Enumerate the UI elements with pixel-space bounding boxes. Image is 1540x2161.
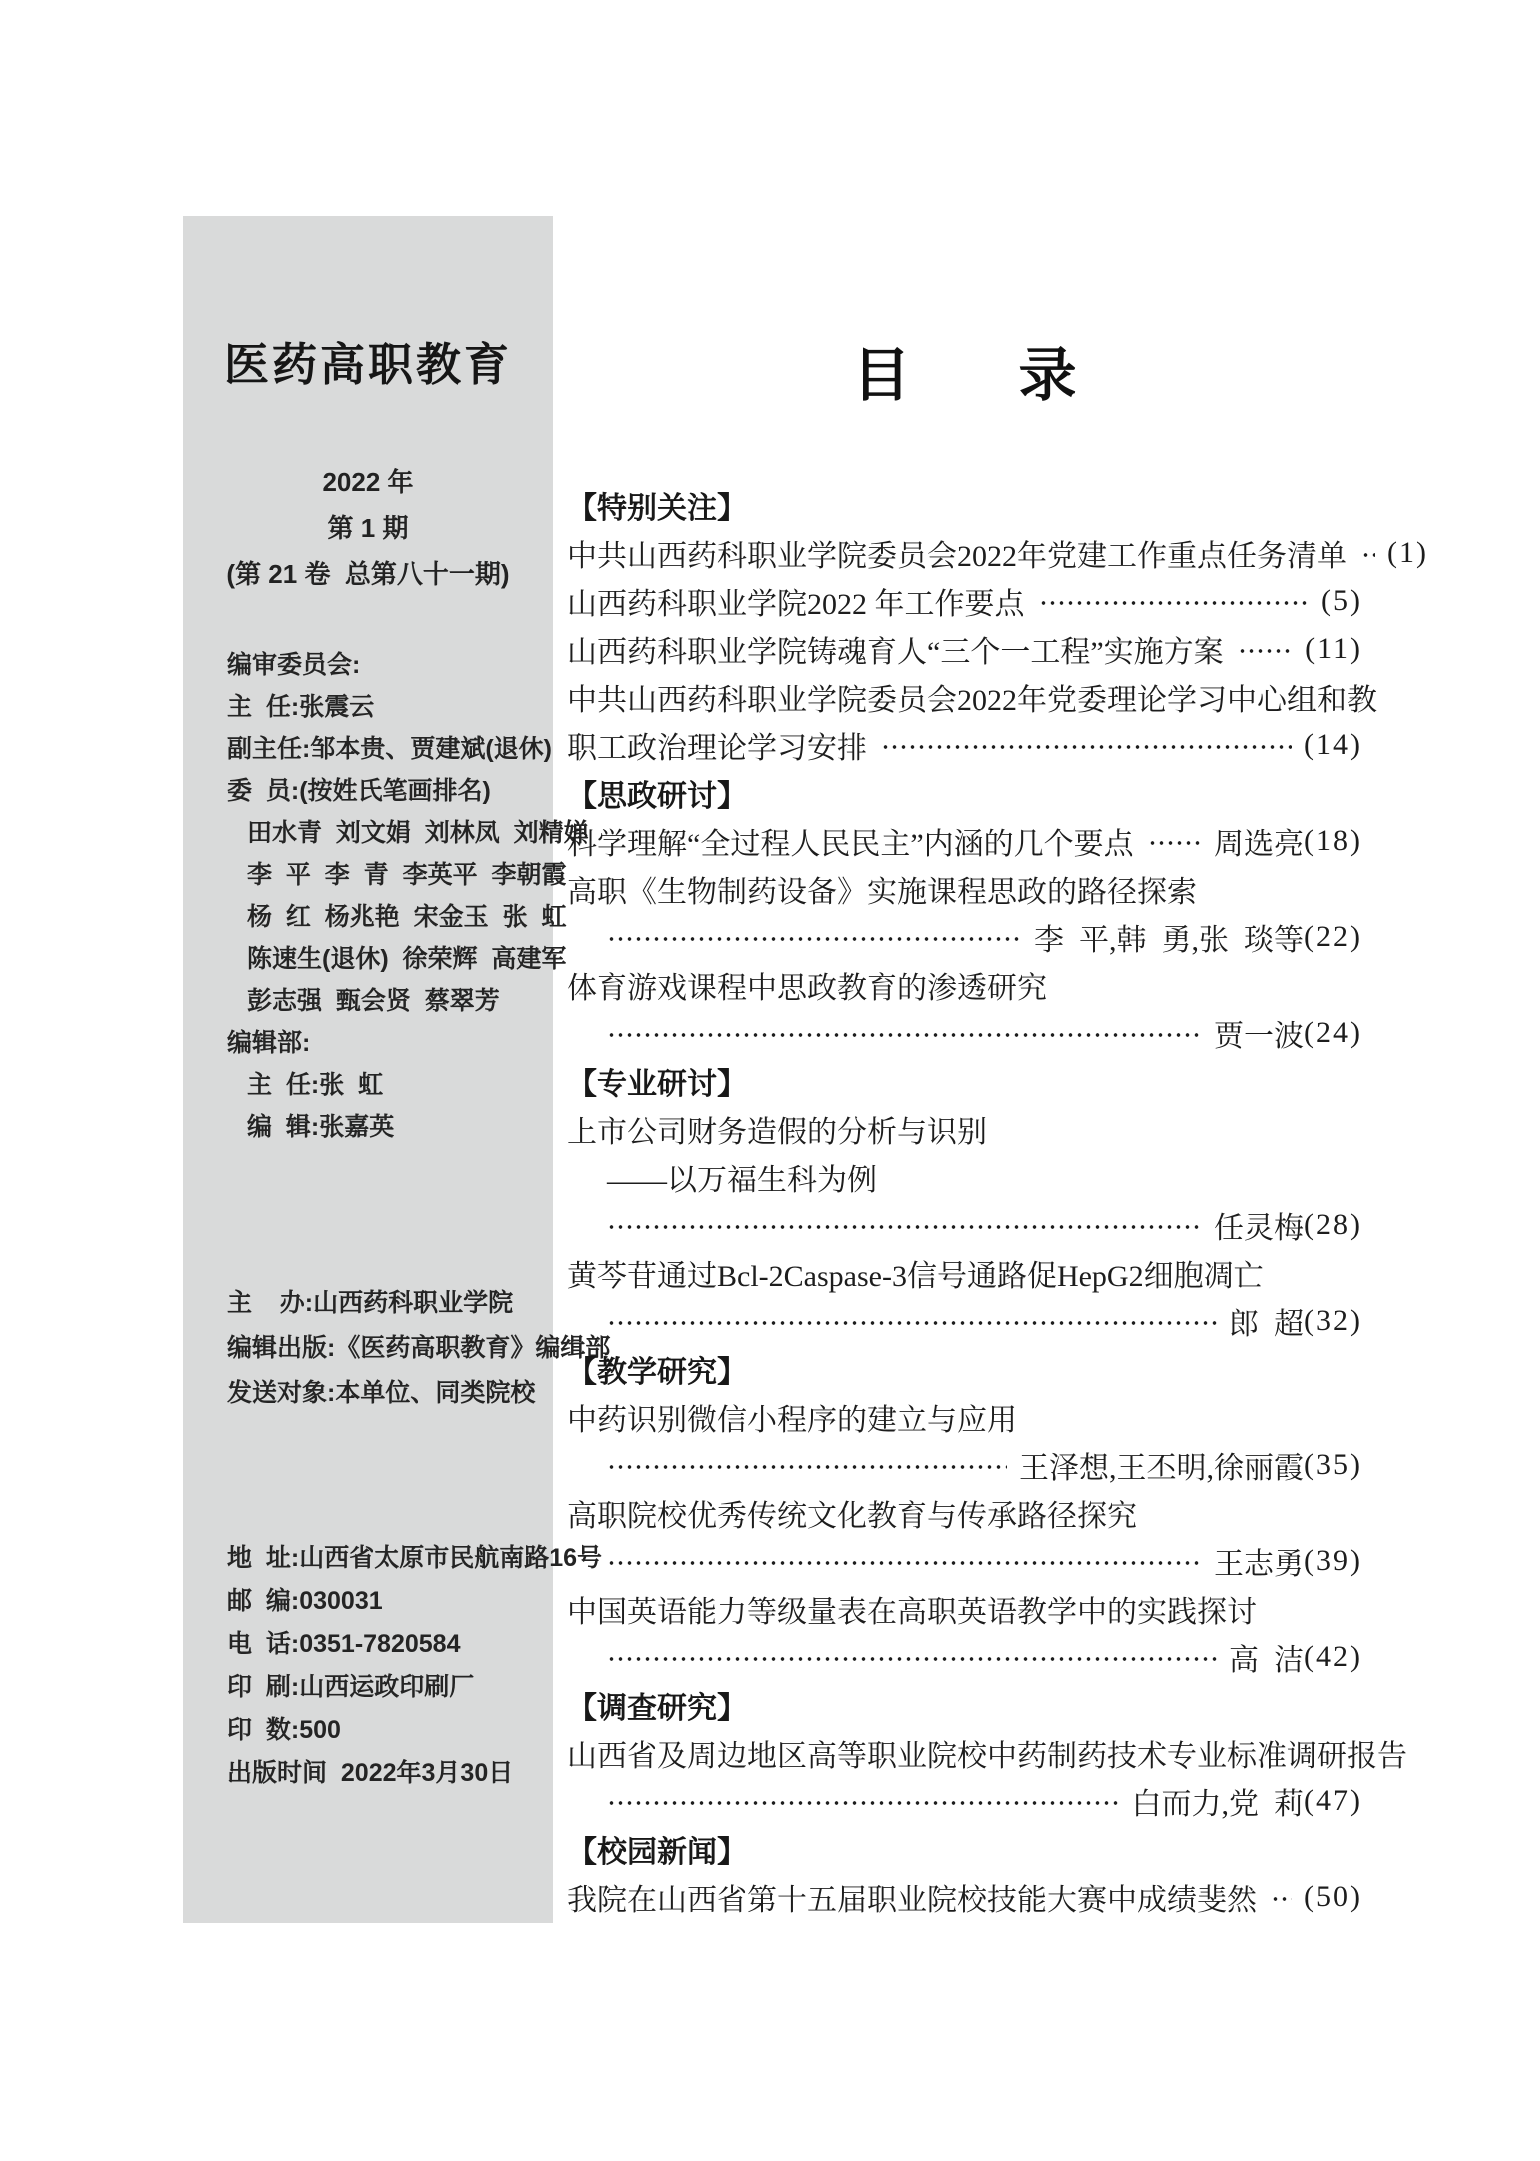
dot-leader (1148, 837, 1202, 849)
entry-title: 职工政治理论学习安排 (567, 732, 867, 765)
entry-title: 山西药科职业学院2022 年工作要点 (567, 588, 1025, 621)
journal-title: 医药高职教育 (223, 340, 512, 390)
toc-entry-line (567, 817, 1362, 865)
entry-page-number: (32) (1304, 1304, 1362, 1337)
contact-row: 出版时间 2022年3月30日 (227, 1758, 514, 1787)
publish-row: 发送对象:本单位、同类院校 (227, 1378, 536, 1407)
section-header: 【特别关注】 (567, 492, 747, 525)
entry-title: 中共山西药科职业学院委员会2022年党委理论学习中心组和教 (567, 684, 1377, 717)
toc-entry-line (567, 673, 1377, 721)
entry-authors: 白而力,党 莉 (1131, 1788, 1305, 1821)
entry-authors: 高 洁 (1229, 1644, 1305, 1677)
editorial-staff-row: 编 辑:张嘉英 (247, 1113, 395, 1141)
committee-member-row: 杨 红 杨兆艳 宋金玉 张 虹 (247, 903, 567, 931)
committee-heading: 编审委员会: (227, 651, 361, 679)
dot-leader (1039, 597, 1310, 609)
entry-title: 中药识别微信小程序的建立与应用 (567, 1404, 1017, 1437)
committee-member-row: 李 平 李 青 李英平 李朝霞 (247, 861, 567, 889)
toc-entry-line (567, 625, 1362, 673)
journal-issue: 第 1 期 (327, 512, 409, 543)
toc-entry-line (567, 1585, 1362, 1633)
toc-entry-line (567, 721, 1362, 769)
toc-entry-line (567, 1249, 1362, 1297)
entry-page-number: (28) (1304, 1208, 1362, 1241)
entry-page-number: (18) (1304, 824, 1362, 857)
committee-member-row: 田水青 刘文娟 刘林凤 刘精婵 (247, 819, 589, 847)
entry-page-number: (1) (1387, 536, 1428, 569)
entry-title: 高职院校优秀传统文化教育与传承路径探究 (567, 1500, 1137, 1533)
dot-leader (607, 1029, 1202, 1041)
contact-row: 地 址:山西省太原市民航南路16号 (227, 1543, 603, 1572)
toc-entry-line (567, 1873, 1362, 1921)
editorial-committee-block (183, 642, 589, 1146)
toc-entry-line (567, 1105, 1362, 1153)
publish-row: 主 办:山西药科职业学院 (227, 1288, 514, 1317)
entry-title: 中共山西药科职业学院委员会2022年党建工作重点任务清单 (567, 540, 1347, 573)
editorial-staff-row: 主 任:张 虹 (247, 1071, 384, 1099)
toc-list (567, 481, 1428, 1921)
entry-title: 山西药科职业学院铸魂育人“三个一工程”实施方案 (567, 636, 1224, 669)
committee-role: 委 员:(按姓氏笔画排名) (227, 777, 491, 805)
entry-title: ——以万福生科为例 (607, 1164, 877, 1197)
committee-role: 副主任:邹本贵、贾建斌(退休) (227, 735, 552, 763)
entry-page-number: (39) (1304, 1544, 1362, 1577)
toc-entry-line (567, 1489, 1362, 1537)
dot-leader (607, 1461, 1007, 1473)
toc-entry-line (567, 1537, 1362, 1585)
entry-page-number: (14) (1304, 728, 1362, 761)
toc-entry-line (567, 1153, 1362, 1201)
toc-entry-line (567, 577, 1362, 625)
entry-title: 科学理解“全过程人民民主”内涵的几个要点 (567, 828, 1134, 861)
section-header: 【调查研究】 (567, 1692, 747, 1725)
entry-title: 中国英语能力等级量表在高职英语教学中的实践探讨 (567, 1596, 1257, 1629)
entry-title: 高职《生物制药设备》实施课程思政的路径探索 (567, 876, 1197, 909)
editorial-heading: 编辑部: (227, 1029, 311, 1057)
toc-entry-line (567, 529, 1428, 577)
publisher-block (183, 1278, 611, 1413)
committee-member-row: 陈速生(退休) 徐荣辉 高建军 (247, 945, 567, 973)
section-header: 【教学研究】 (567, 1356, 747, 1389)
entry-authors: 李 平,韩 勇,张 琰等 (1034, 924, 1305, 957)
entry-authors: 郎 超 (1229, 1308, 1305, 1341)
contact-row: 电 话:0351-7820584 (227, 1629, 461, 1658)
entry-page-number: (11) (1305, 632, 1362, 665)
entry-title: 体育游戏课程中思政教育的渗透研究 (567, 972, 1047, 1005)
entry-title: 山西省及周边地区高等职业院校中药制药技术专业标准调研报告 (567, 1740, 1407, 1773)
toc-entry-line (567, 865, 1362, 913)
entry-title: 黄芩苷通过Bcl-2Caspase-3信号通路促HepG2细胞凋亡 (567, 1260, 1264, 1293)
dot-leader (607, 1797, 1120, 1809)
committee-role: 主 任:张震云 (227, 693, 375, 721)
dot-leader (881, 741, 1292, 753)
entry-authors: 周选亮 (1214, 828, 1305, 861)
section-header: 【专业研讨】 (567, 1068, 747, 1101)
committee-member-row: 彭志强 甄会贤 蔡翠芳 (247, 987, 500, 1015)
toc-title-char-2: 录 (1018, 343, 1077, 408)
entry-page-number: (35) (1304, 1448, 1362, 1481)
journal-year: 2022 年 (322, 466, 414, 497)
toc-entry-line (567, 1201, 1362, 1249)
entry-page-number: (5) (1321, 584, 1362, 617)
entry-authors: 贾一波 (1214, 1020, 1305, 1053)
dot-leader (607, 1557, 1202, 1569)
entry-page-number: (24) (1304, 1016, 1362, 1049)
toc-entry-line (567, 1441, 1362, 1489)
dot-leader (607, 1317, 1217, 1329)
publish-row: 编辑出版:《医药高职教育》编缉部 (227, 1333, 611, 1362)
contact-row: 印 刷:山西运政印刷厂 (227, 1672, 475, 1701)
entry-page-number: (50) (1304, 1880, 1362, 1913)
journal-volume: (第 21 卷 总第八十一期) (226, 558, 510, 589)
dot-leader (607, 1653, 1217, 1665)
journal-info-panel (183, 216, 611, 1923)
toc-title-char-1: 目 (852, 343, 911, 408)
entry-title: 上市公司财务造假的分析与识别 (567, 1116, 987, 1149)
entry-authors: 王泽想,王丕明,徐丽霞 (1019, 1452, 1305, 1485)
dot-leader (607, 933, 1022, 945)
entry-title: 我院在山西省第十五届职业院校技能大赛中成绩斐然 (567, 1884, 1257, 1917)
toc-entry-line (567, 1393, 1362, 1441)
entry-authors: 任灵梅 (1214, 1212, 1305, 1245)
toc-entry-line (567, 1777, 1362, 1825)
entry-page-number: (42) (1304, 1640, 1362, 1673)
issue-meta (183, 457, 553, 595)
toc-entry-line (567, 1729, 1407, 1777)
dot-leader (1271, 1893, 1292, 1905)
contact-row: 邮 编:030031 (227, 1586, 383, 1615)
entry-authors: 王志勇 (1214, 1548, 1305, 1581)
dot-leader (1238, 645, 1293, 657)
dot-leader (607, 1221, 1202, 1233)
toc-entry-line (567, 1009, 1362, 1057)
contact-row: 印 数:500 (227, 1715, 341, 1744)
dot-leader (1361, 549, 1375, 561)
entry-page-number: (22) (1304, 920, 1362, 953)
contact-block (183, 1534, 603, 1792)
toc-entry-line (567, 1297, 1362, 1345)
toc-title (567, 328, 1362, 412)
entry-page-number: (47) (1304, 1784, 1362, 1817)
section-header: 【校园新闻】 (567, 1836, 747, 1869)
toc-entry-line (567, 961, 1362, 1009)
toc-entry-line (567, 913, 1362, 961)
toc-entry-line (567, 1633, 1362, 1681)
section-header: 【思政研讨】 (567, 780, 747, 813)
